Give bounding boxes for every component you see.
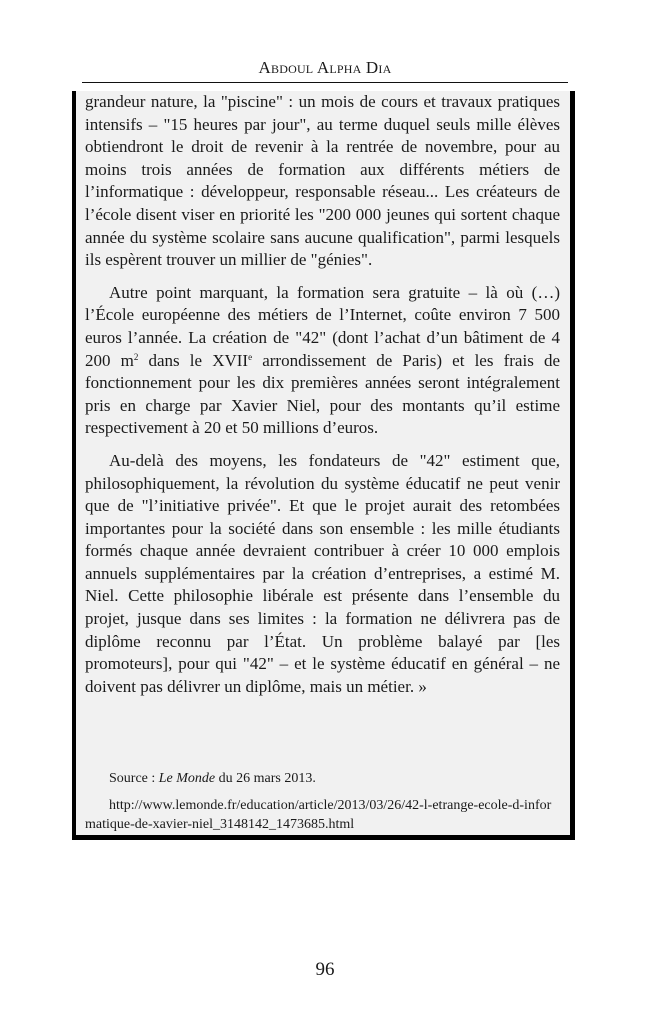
source-publication: Le Monde: [158, 771, 216, 786]
paragraph-text: dans le XVII: [138, 350, 249, 370]
source-line: [85, 769, 560, 788]
page-number: 96: [315, 959, 335, 980]
paragraph-text: arrondissement de Paris) et les frais de fonctionnement pour les dix premières années seront intégralement pris en charge par Xavier Niel, pour des montants qu’il estime respectivement à 20 et 50 millions d’euros.: [85, 350, 560, 438]
source-prefix: Source :: [109, 771, 159, 786]
quote-paragraph-1: grandeur nature, la "piscine" : un mois de cours et travaux pratiques intensifs – "15 heures par jour", au terme duquel seuls mille élèves obtiendront le droit de revenir à la rentrée de novembre, pour au moins trois années de formation aux différents métiers de l’informatique : développeur, responsable réseau... Les créateurs de l’école disent viser en priorité les "200 000 jeunes qui sortent chaque année du système scolaire sans aucune qualification", parmi lesquels ils espèrent trouver un millier de "génies".: [85, 92, 560, 270]
quoted-article-box: [72, 91, 575, 840]
quoted-article-body: [76, 91, 570, 698]
quote-paragraph-2: [85, 282, 560, 440]
source-date: du 26 mars 2013.: [215, 771, 316, 786]
quote-paragraph-3: Au-delà des moyens, les fondateurs de "42" estiment que, philosophiquement, la révolution du système éducatif ne peut venir que de "l’initiative privée". Et que le projet aurait des retombées importantes pour la société dans son ensemble : les mille étudiants formés chaque année devraient contribuer à créer 10 000 emplois annuels supplémentaires par la création d’entreprises, a estimé M. Niel. Cette philosophie libérale est présente dans l’ensemble du projet, jusque dans ses limites : la formation ne délivrera pas de diplôme reconnu par l’État. Un problème balayé par [les promoteurs], pour qui "42" – et le système éducatif en général – ne doivent pas délivrer un diplôme, mais un métier. »: [85, 450, 560, 696]
running-header-author: Abdoul Alpha Dia: [258, 58, 392, 77]
superscript-ordinal: e: [248, 351, 253, 362]
source-url: http://www.lemonde.fr/education/article/2013/03/26/42-l-etrange-ecole-d-informatique-de-xavier-niel_3148142_1473685.html: [85, 798, 552, 832]
header-rule: [82, 82, 568, 83]
paragraph-text: Autre point marquant, la formation sera gratuite – là où (…) l’École européenne des métiers de l’Internet, coûte environ 7 500 euros l’année. La création de "42" (dont l’achat d’un bâtiment de 4 200 m: [85, 282, 560, 370]
superscript-squared: 2: [133, 351, 139, 362]
source-citation: [85, 769, 560, 834]
